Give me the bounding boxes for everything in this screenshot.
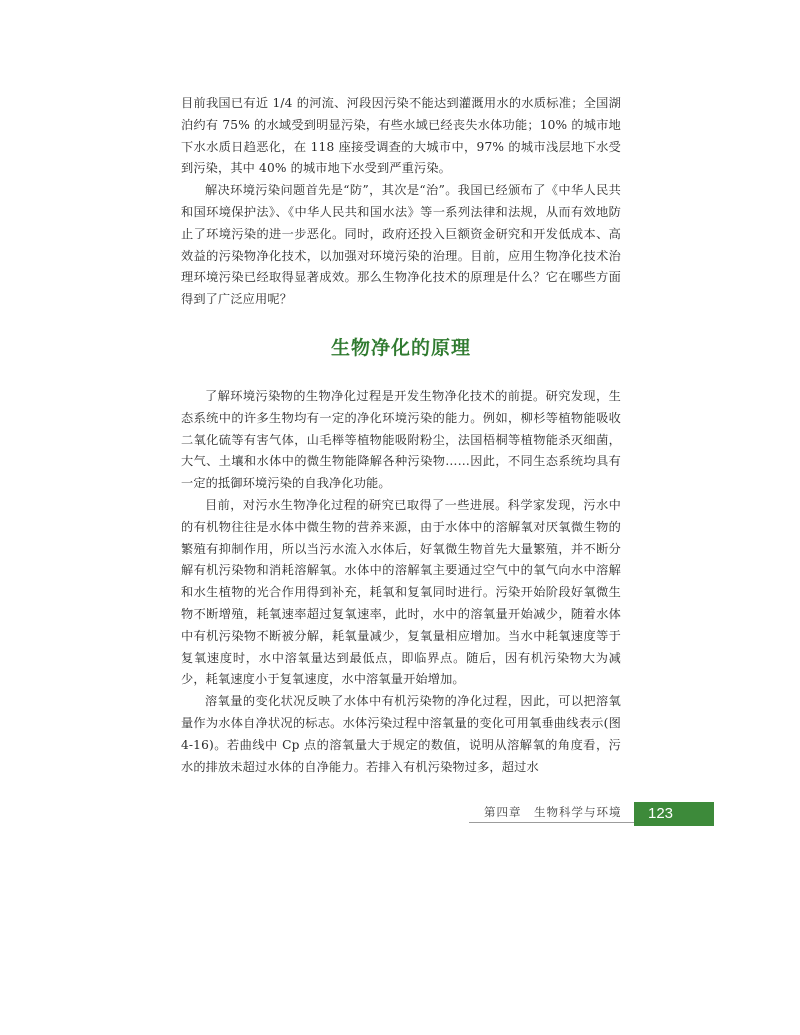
body-paragraph-2: 目前，对污水生物净化过程的研究已取得了一些进展。科学家发现，污水中的有机物往往是水体中微生物的营养来源，由于水体中的溶解氧对厌氧微生物的繁殖有抑制作用，所以当污水流入水体后，好氧微生物首先大量繁殖，并不断分解有机污染物和消耗溶解氧。水体中的溶解氧主要通过空气中的氧气向水中溶解和水生植物的光合作用得到补充，耗氧和复氧同时进行。污染开始阶段好氧微生物不断增殖，耗氧速率超过复氧速率，此时，水中的溶氧量开始减少，随着水体中有机污染物不断被分解，耗氧量减少，复氧量相应增加。当水中耗氧速度等于复氧速度时，水中溶氧量达到最低点，即临界点。随后，因有机污染物大为减少，耗氧速度小于复氧速度，水中溶氧量开始增加。 [181,497,621,687]
body-paragraph-1: 了解环境污染物的生物净化过程是开发生物净化技术的前提。研究发现，生态系统中的许多生物均有一定的净化环境污染的能力。例如，柳杉等植物能吸收二氧化硫等有害气体，山毛榉等植物能吸附粉尘，法国梧桐等植物能杀灭细菌，大气、土壤和水体中的微生物能降解各种污染物……因此，不同生态系统均具有一定的抵御环境污染的自我净化功能。 [181,388,621,491]
body-paragraph-3: 溶氧量的变化状况反映了水体中有机污染物的净化过程，因此，可以把溶氧量作为水体自净状况的标志。水体污染过程中溶氧量的变化可用氧垂曲线表示(图 4-16)。若曲线中 Cp 点的溶氧量大于规定的数值，说明从溶解氧的角度看，污水的排放未超过水体的自净能力。若排入有机污染物过多，超过水 [181,694,621,774]
page-number-badge: 123 [634,802,714,826]
page-content [181,93,621,778]
intro-paragraph-1: 目前我国已有近 1/4 的河流、河段因污染不能达到灌溉用水的水质标准；全国湖泊约有 75% 的水域受到明显污染，有些水域已经丧失水体功能；10% 的城市地下水水质日趋恶化，在 118 座接受调查的大城市中，97% 的城市浅层地下水受到污染，其中 40% 的城市地下水受到严重污染。 [181,96,621,176]
intro-paragraph-2: 解决环境污染问题首先是“防”，其次是“治”。我国已经颁布了《中华人民共和国环境保护法》、《中华人民共和国水法》等一系列法律和法规，从而有效地防止了环境污染的进一步恶化。同时，政府还投入巨额资金研究和开发低成本、高效益的污染物净化技术，以加强对环境污染的治理。目前，应用生物净化技术治理环境污染已经取得显著成效。那么生物净化技术的原理是什么？它在哪些方面得到了广泛应用呢？ [181,183,621,307]
footer-chapter-label: 第四章 生物科学与环境 [484,805,622,819]
section-title: 生物净化的原理 [330,336,471,359]
